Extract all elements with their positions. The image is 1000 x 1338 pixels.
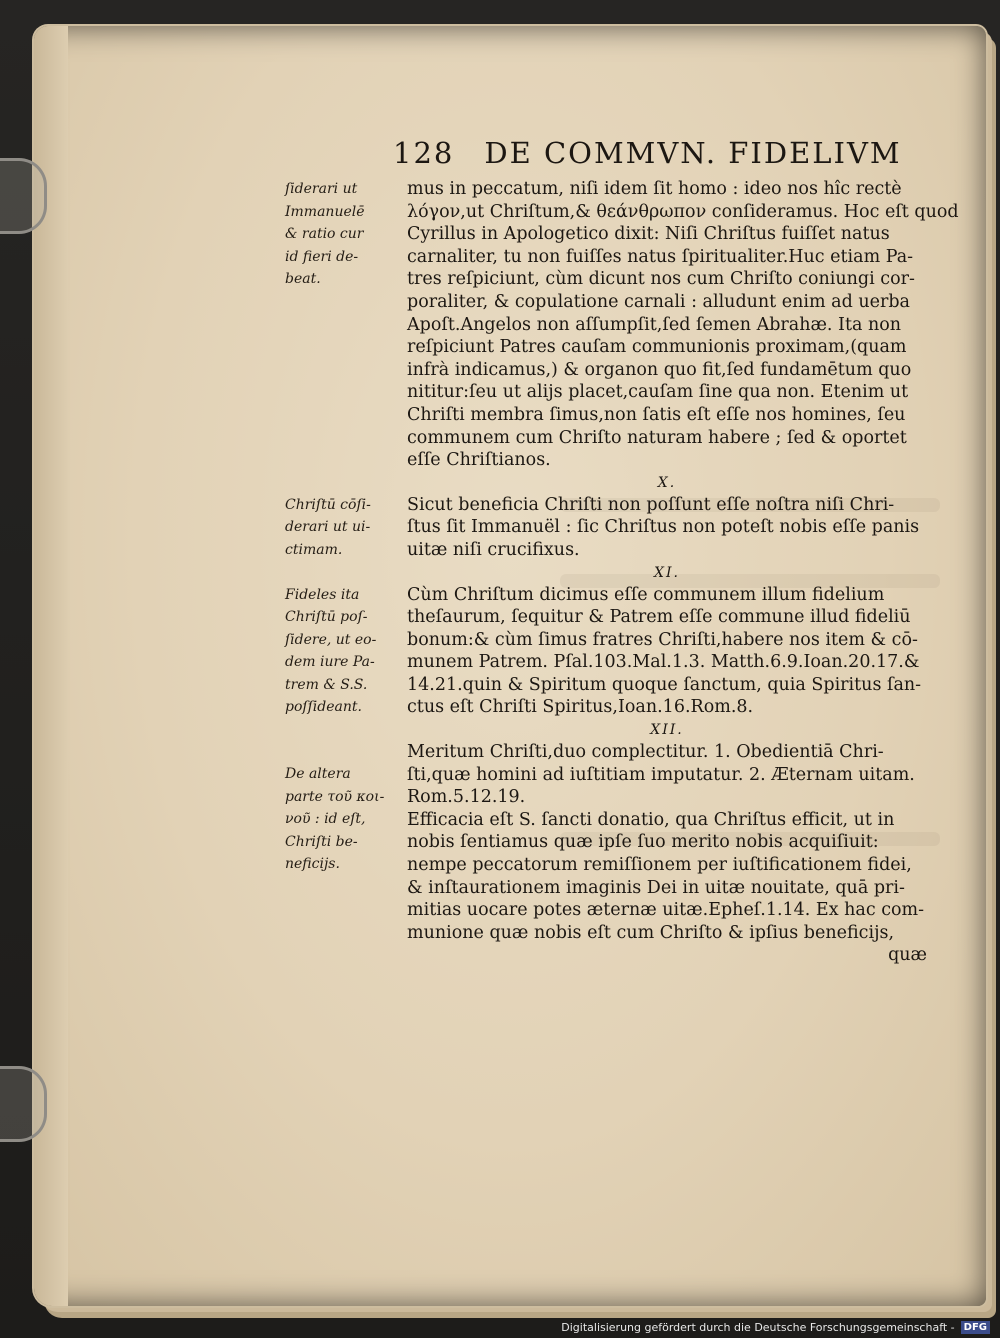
margin-note-line: ſidere, ut eo- [285,631,377,648]
text-line: λόγον,ut Chriſtum,& θεάνθρωπον conſideramus. Hoc eſt quod [407,201,959,222]
text-line: Efficacia eſt S. ſancti donatio, qua Chriſtus efficit, ut in [407,809,895,830]
margin-note-line: & ratio cur [285,226,364,243]
text-line: eſſe Chriſtianos. [407,450,551,471]
footer [561,1321,990,1334]
text-line: infrà indicamus,) & organon quo fit,ſed fundamētum quo [407,359,912,380]
text-line: Cyrillus in Apologetico dixit: Niſi Chriſtus fuiſſet natus [407,224,890,245]
page-number: 128 [393,136,455,170]
margin-note-line: neficijs. [285,856,340,873]
paper-clip-bottom [0,1066,47,1142]
paragraph-block [285,178,959,472]
margin-note-line: Chriſti be- [285,833,358,850]
text-line: reſpiciunt Patres cauſam communionis proximam,(quam [407,337,907,358]
margin-note-line: id fieri de- [285,248,359,265]
margin-note-line: Chriſtū poſ- [285,609,368,626]
margin-note-line: derari ut ui- [285,519,371,536]
section-number: X. [657,474,677,491]
text-line: uitæ niſi crucifixus. [407,539,580,560]
margin-note-line: νοῦ : id eſt, [285,811,366,828]
text-blocks [285,178,959,967]
section-number: XII. [650,722,684,739]
margin-note-line: Fideles ita [285,586,360,603]
paper-clip-top [0,158,47,234]
margin-note-line: Immanuelē [285,203,365,220]
text-line: ſti,quæ homini ad iuſtitiam imputatur. 2. Æternam uitam. [407,764,915,785]
margin-note [285,584,403,720]
margin-note [285,178,403,291]
dfg-logo: DFG [961,1321,990,1334]
text-line: communem cum Chriſto naturam habere ; ſed & oportet [407,427,907,448]
text-line: Cùm Chriſtum dicimus eſſe communem illum fidelium [407,584,885,605]
text-line: Meritum Chriſti,duo complectitur. 1. Obedientiā Chri- [407,742,884,763]
margin-note-line: ſiderari ut [285,181,358,197]
text-line: poraliter, & copulatione carnali : alludunt enim ad uerba [407,291,910,312]
text-line: nobis ſentiamus quæ ipſe ſuo merito nobis acquiſiuit: [407,832,879,853]
paragraph-block [285,741,925,967]
text-line: carnaliter, tu non fuiſſes natus ſpiritualiter.Huc etiam Pa- [407,246,914,267]
margin-note-line: De altera [285,766,351,783]
text-line: nititur:ſeu ut alijs placet,cauſam ſine qua non. Etenim ut [407,382,909,403]
text-line: quæ [888,945,927,966]
text-line: ctus eſt Chriſti Spiritus,Ioan.16.Rom.8. [407,697,754,718]
margin-note [285,494,403,562]
text-line: tres reſpiciunt, cùm dicunt nos cum Chriſto coniungi cor- [407,269,915,290]
margin-note-line: beat. [285,271,321,288]
margin-note-line: parte τοῦ κοι- [285,788,385,805]
text-line: munem Patrem. Pſal.103.Mal.1.3. Matth.6.9.Ioan.20.17.& [407,652,920,673]
running-header [393,136,925,170]
margin-note-line: poſſideant. [285,699,362,716]
margin-note-line: dem iure Pa- [285,654,375,671]
text-line: & inſtaurationem imaginis Dei in uitæ nouitate, quā pri- [407,877,905,898]
text-line: Sicut beneficia Chriſti non poſſunt eſſe noſtra niſi Chri- [407,494,895,515]
text-line: munione quæ nobis eſt cum Chriſto & ipſius beneficijs, [407,922,895,943]
text-line: nempe peccatorum remiſſionem per iuſtificationem fidei, [407,855,912,876]
paragraph-block [285,494,925,562]
running-title: DE COMMVN. FIDELIVM [484,136,902,170]
margin-note-line: Chriſtū cōſi- [285,496,371,513]
margin-note-line: trem & S.S. [285,676,368,693]
margin-note-line: ctimam. [285,541,343,558]
text-line: Chriſti membra ſimus,non ſatis eſt eſſe nos homines, ſeu [407,404,906,425]
paragraph-block [285,584,925,720]
margin-note [285,763,403,876]
text-line: Rom.5.12.19. [407,787,526,808]
text-line: ſtus ſit Immanuël : ſic Chriſtus non poteſt nobis eſſe panis [407,517,920,538]
text-line: mus in peccatum, niſi idem ſit homo : ideo nos hîc rectè [407,179,902,199]
text-line: theſaurum, ſequitur & Patrem eſſe commune illud fideliū [407,607,911,628]
footer-text: Digitalisierung gefördert durch die Deutsche Forschungsgemeinschaft - [561,1321,955,1334]
page-text [285,136,959,967]
text-line: 14.21.quin & Spiritum quoque ſanctum, quia Spiritus ſan- [407,674,922,695]
section-number: XI. [654,564,680,581]
text-line: Apoſt.Angelos non aſſumpſit,ſed ſemen Abrahæ. Ita non [407,314,902,335]
text-line: bonum:& cùm ſimus fratres Chriſti,habere nos item & cō- [407,629,918,650]
text-line: mitias uocare potes æternæ uitæ.Epheſ.1.14. Ex hac com- [407,900,925,921]
